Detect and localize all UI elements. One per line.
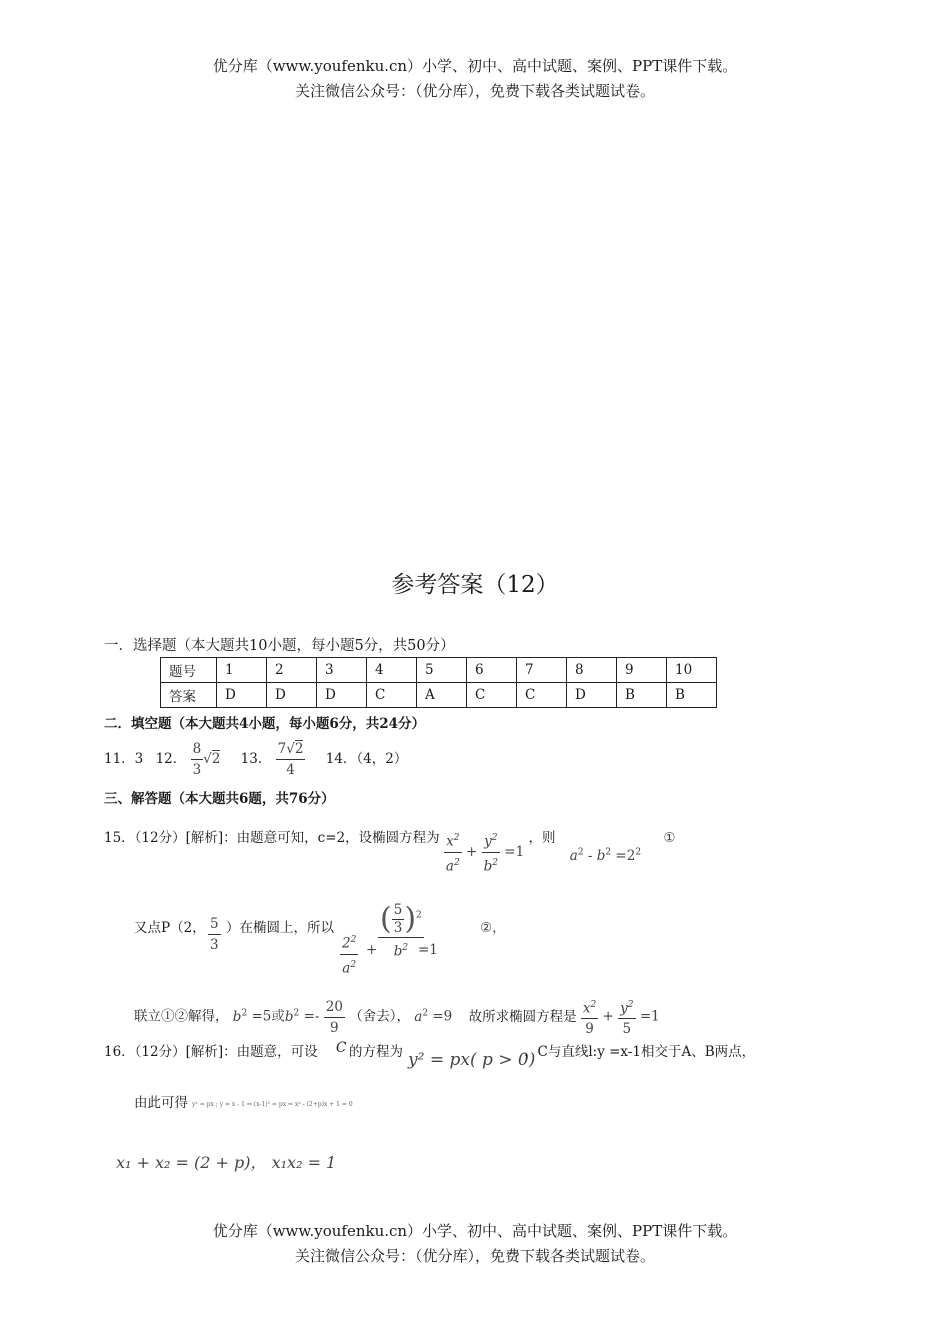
q13-fraction xyxy=(276,739,306,780)
page-header-line1: 优分库（www.youfenku.cn）小学、初中、高中试题、案例、PPT课件下载。 xyxy=(212,57,738,75)
table-row-answers xyxy=(161,683,717,708)
table-answer-label: 答案 xyxy=(161,683,217,708)
q16-c-var: C xyxy=(336,1040,347,1056)
table-cell: C xyxy=(517,683,567,708)
sqrt-icon: √ xyxy=(203,751,212,767)
q12-numerator: 8 xyxy=(192,741,202,757)
q16-line3: x₁ + x₂ = (2 + p)， x₁x₂ = 1 xyxy=(116,1153,337,1172)
table-cell: D xyxy=(317,683,367,708)
section3-heading: 三、解答题（本大题共6题，共76分） xyxy=(104,791,335,807)
discard-note: （舍去）， xyxy=(349,1008,410,1025)
table-cell: A xyxy=(417,683,467,708)
q15-line3: 联立①②解得， $b^2 =5$或$b^2$ =- $\frac{20}{9}$ （舍去）， $a^2 =9$ 故所求椭圆方程是 $\frac{x^2}{9}$ + $\frac{y^2}{5}$ =1 xyxy=(134,990,660,1036)
q12-denominator: 3 xyxy=(191,759,204,780)
table-cell: 6 xyxy=(467,658,517,683)
q15-line3-a: 联立①②解得， xyxy=(134,1008,229,1025)
q15-line2-b: ）在椭圆上，所以 xyxy=(226,920,334,936)
q13-coef: 7 xyxy=(277,741,287,757)
table-cell: 3 xyxy=(317,658,367,683)
a2-eq-9: =9 xyxy=(432,1008,453,1025)
b2-eq-5: =5或 xyxy=(251,1008,285,1025)
final-x-term: $\frac{x^2}{9}$ xyxy=(582,999,597,1038)
substituted-x-term: $\frac{2^2}{a^2}$ xyxy=(342,935,357,976)
frac-9: 9 xyxy=(324,1017,345,1038)
table-cell: 1 xyxy=(217,658,267,683)
q12-fraction xyxy=(191,739,204,780)
final-b2: 5 xyxy=(618,1018,635,1039)
section2-heading: 二．填空题（本大题共4小题，每小题6分，共24分） xyxy=(104,716,426,732)
point-p-y-fraction xyxy=(208,914,221,955)
page-title: 参考答案（12） xyxy=(391,572,559,598)
q15-line1: 15．（12分）[解析]：由题意可知，c=2，设椭圆方程为 $\frac{x^2}{a^2}$ + $\frac{y^2}{b^2}$ =1 ，则 $a^2 - b^2 =2^2$ ① xyxy=(104,830,676,874)
q16-lead: 16．（12分）[解析]：由题意，可设 xyxy=(104,1044,318,1060)
frac-20: 20 xyxy=(325,998,343,1015)
page-footer-line1: 优分库（www.youfenku.cn）小学、初中、高中试题、案例、PPT课件下载。 xyxy=(212,1222,738,1240)
q14-answer: 14．（4，2） xyxy=(325,751,408,767)
table-cell: 8 xyxy=(567,658,617,683)
q11-answer: 11．3 xyxy=(104,751,144,767)
q16-line2-text: 由此可得 xyxy=(134,1095,188,1111)
table-cell: D xyxy=(267,683,317,708)
ellipse-y-term: $\frac{y^2}{b^2}$ xyxy=(483,833,498,874)
tiny-system: y² = px ; y = x - 1 ⇒ (x-1)² = px ⇒ x² - (2+p)x + 1 = 0 xyxy=(192,1101,353,1108)
section1-heading: 一．选择题（本大题共10小题，每小题5分，共50分） xyxy=(104,638,455,654)
neg-sign: =- xyxy=(303,1008,320,1025)
table-cell: 10 xyxy=(667,658,717,683)
p-numerator: 5 xyxy=(210,916,219,932)
q12-label: 12． xyxy=(155,751,187,767)
q15-conclusion: 故所求椭圆方程是 xyxy=(468,1008,577,1025)
marker-circle2: ②， xyxy=(480,920,506,936)
marker-circle1: ① xyxy=(663,830,676,846)
p-denominator: 3 xyxy=(208,934,221,955)
table-cell: D xyxy=(217,683,267,708)
table-cell: C xyxy=(467,683,517,708)
q15-lead: 15．（12分）[解析]：由题意可知，c=2，设椭圆方程为 xyxy=(104,830,440,846)
table-header-label: 题号 xyxy=(161,658,217,683)
q13-radicand: 2 xyxy=(294,741,304,757)
substituted-y-term: ( $\frac{5}{3}$ )$^2$ $b^2$ xyxy=(380,901,422,960)
final-eq1: =1 xyxy=(639,1008,660,1025)
table-row-numbers xyxy=(161,658,717,683)
neg-fraction xyxy=(324,997,345,1038)
table-cell: 4 xyxy=(367,658,417,683)
q16-after: ，C与直线l:y =x-1相交于A、B两点， xyxy=(524,1044,756,1060)
fill-in-answers xyxy=(104,737,407,781)
q13-denominator: 4 xyxy=(276,759,306,780)
q15-then: ，则 xyxy=(528,830,556,846)
table-cell: C xyxy=(367,683,417,708)
q16-mid: 的方程为 xyxy=(349,1044,403,1060)
final-a2: 9 xyxy=(581,1018,598,1039)
q13-numerator xyxy=(276,739,306,759)
ellipse-x-term: $\frac{x^2}{a^2}$ xyxy=(445,833,460,874)
page-footer-line2: 关注微信公众号：（优分库），免费下载各类试题试卷。 xyxy=(294,1247,655,1265)
table-cell: 5 xyxy=(417,658,467,683)
q15-relation: $a^2 - b^2 =2^2$ xyxy=(569,847,642,864)
q15-line2-a: 又点P（2， xyxy=(134,920,206,936)
table-cell: 9 xyxy=(617,658,667,683)
page-header-line2: 关注微信公众号：（优分库），免费下载各类试题试卷。 xyxy=(294,82,655,100)
table-cell: D xyxy=(567,683,617,708)
table-cell: 7 xyxy=(517,658,567,683)
table-cell: B xyxy=(667,683,717,708)
answer-table xyxy=(160,657,717,708)
table-cell: 2 xyxy=(267,658,317,683)
final-y-term: $\frac{y^2}{5}$ xyxy=(620,999,634,1038)
table-cell: B xyxy=(617,683,667,708)
parabola-equation: y² = px( p > 0) xyxy=(408,1050,536,1070)
q13-label: 13． xyxy=(240,751,272,767)
q12-radicand: 2 xyxy=(211,751,221,767)
sqrt-icon: √ xyxy=(286,741,295,757)
